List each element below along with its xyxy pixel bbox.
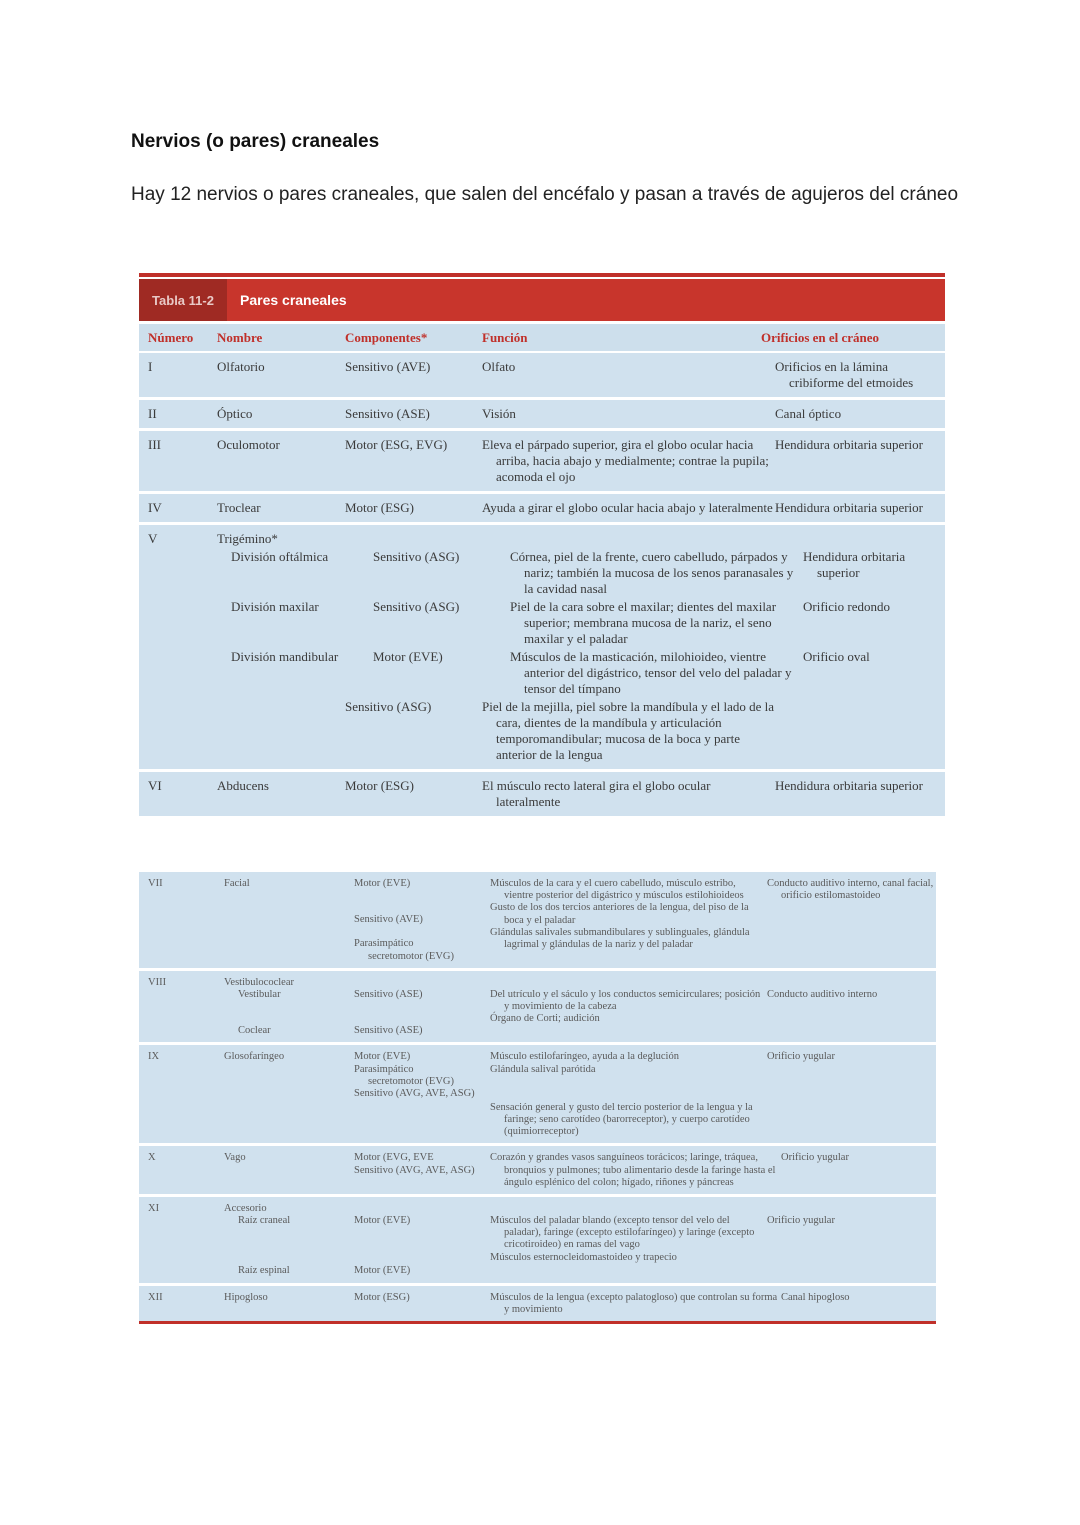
cell-componentes: Motor (ESG): [345, 778, 414, 793]
func-line: Órgano de Corti; audición: [490, 1013, 600, 1025]
cell-orificio: Conducto auditivo interno, canal facial, orificio estilomastoideo: [767, 878, 934, 902]
cell-nombre: Trigémino*: [217, 531, 278, 546]
header-funcion: Función: [482, 329, 528, 345]
func-line: Músculos esternocleidomastoideo y trapecio: [490, 1251, 677, 1263]
cell-numero: XI: [148, 1203, 160, 1215]
cell-nombre: [224, 1203, 354, 1278]
cell-funcion: Piel de la cara sobre el maxilar; dientes del maxilar superior; membrana mucosa de la nariz, el seno maxilar y el paladar: [510, 599, 777, 646]
cell-funcion: Corazón y grandes vasos sanguíneos torácicos; laringe, tráquea, bronquios y pulmones; tubo alimentario desde la faringe hasta el ángulo esplénico del colon; hígado, riñones y páncreas: [490, 1152, 776, 1188]
cell-componentes: Sensitivo (ASG): [373, 549, 460, 564]
cell-numero: II: [148, 406, 157, 421]
table-row-vago: [139, 1146, 936, 1197]
cell-orificio: Orificios en la lámina cribiforme del etmoides: [775, 359, 914, 390]
cell-orificio: Canal óptico: [775, 406, 842, 421]
cell-orificio: Hendidura orbitaria superior: [775, 437, 924, 452]
cell-componentes: Sensitivo (AVE): [345, 359, 431, 374]
cranial-nerves-table-part1: [139, 273, 945, 816]
subname-line: Raíz craneal: [238, 1215, 291, 1227]
cell-funcion: Eleva el párpado superior, gira el globo ocular hacia arriba, hacia abajo y medialmente; contrae la pupila; acomoda el ojo: [482, 437, 769, 484]
cell-nombre: Hipogloso: [224, 1291, 268, 1303]
header-nombre: Nombre: [217, 329, 263, 345]
cell-orificio: Orificio oval: [803, 649, 870, 664]
cell-nombre: Vago: [224, 1152, 246, 1164]
cell-funcion: Músculos de la masticación, milohioideo, vientre anterior del digástrico, tensor del velo del paladar y tensor del tímpano: [510, 649, 792, 696]
cell-orificio: Orificio yugular: [767, 1215, 835, 1227]
cell-orificio: Conducto auditivo interno: [767, 988, 878, 1000]
comp-line: Parasimpático secretomotor (EVG): [354, 1063, 455, 1087]
cell-orificio: Hendidura orbitaria superior: [775, 778, 924, 793]
comp-line: Sensitivo (AVG, AVE, ASG): [354, 1164, 475, 1176]
func-line: Sensación general y gusto del tercio posterior de la lengua y la faringe; seno carotídeo (barorreceptor), y cuerpo carotídeo (quimiorreceptor): [490, 1101, 753, 1138]
comp-line: Motor (EVE): [354, 1051, 411, 1063]
table-title: Pares craneales: [240, 292, 347, 308]
table-row: [139, 353, 945, 400]
cell-componentes: Sensitivo (ASG): [345, 699, 432, 714]
func-line: Músculos de la cara y el cuero cabelludo, músculo estribo, vientre posterior del digástrico y músculos estilohioideos: [490, 878, 744, 902]
cell-numero: VI: [148, 778, 162, 793]
cell-orificio: Orificio yugular: [767, 1051, 835, 1063]
cell-componentes: [354, 878, 490, 963]
cell-orificio: Hendidura orbitaria superior: [775, 500, 924, 515]
cell-orificio: Hendidura orbitaria superior: [803, 549, 906, 580]
func-line: Músculos del paladar blando (excepto tensor del velo del paladar), faringe (excepto estilofaríngeo) y laringe (excepto cricotiroideo) en ramas del vago: [490, 1215, 755, 1251]
cell-subnombre: División maxilar: [231, 599, 319, 614]
cell-nombre: Facial: [224, 878, 250, 889]
cell-funcion: El músculo recto lateral gira el globo ocular lateralmente: [482, 778, 711, 809]
comp-line: Sensitivo (ASE): [354, 1025, 423, 1037]
cell-nombre: Abducens: [217, 778, 269, 793]
cell-subnombre: División oftálmica: [231, 549, 329, 564]
cell-subnombre: División mandibular: [231, 649, 339, 664]
cell-numero: VIII: [148, 976, 167, 988]
table-bottom-rule: [139, 1321, 936, 1324]
subname-line: Coclear: [238, 1025, 271, 1037]
cell-componentes: Motor (ESG): [345, 500, 414, 515]
cell-orificio: Orificio redondo: [803, 599, 891, 614]
cell-funcion: Ayuda a girar el globo ocular hacia abajo y lateralmente: [482, 500, 773, 515]
comp-line: Sensitivo (ASE): [354, 988, 423, 1000]
comp-line: Motor (EVE): [354, 1265, 411, 1277]
cell-numero: XII: [148, 1291, 163, 1303]
cell-nombre: Óptico: [217, 406, 253, 421]
table-title-bar: [139, 277, 945, 321]
page-title: Nervios (o pares) craneales: [131, 131, 380, 152]
comp-line: Parasimpático secretomotor (EVG): [354, 938, 455, 962]
cell-componentes: Motor (ESG): [354, 1291, 410, 1303]
comp-line: Motor (EVE): [354, 878, 411, 889]
cell-numero: X: [148, 1152, 156, 1164]
comp-line: Sensitivo (AVG, AVE, ASG): [354, 1088, 475, 1100]
cell-funcion: [490, 977, 767, 1038]
comp-line: Sensitivo (AVE): [354, 914, 423, 926]
cell-nombre: [224, 977, 354, 1038]
cell-componentes: Motor (ESG, EVG): [345, 437, 448, 452]
comp-line: Motor (EVG, EVE: [354, 1152, 434, 1164]
table-header-row: [139, 324, 945, 353]
cell-componentes: Sensitivo (ASG): [373, 599, 460, 614]
func-line: Glándulas salivales submandibulares y sublinguales, glándula lagrimal y glándulas de la nariz y del paladar: [490, 926, 750, 951]
cell-funcion: Olfato: [482, 359, 516, 374]
cell-componentes: [354, 1203, 490, 1278]
cranial-nerves-table-part2: [139, 872, 936, 1324]
intro-paragraph: Hay 12 nervios o pares craneales, que salen del encéfalo y pasan a través de agujeros del cráneo: [131, 184, 959, 205]
cell-numero: IV: [148, 500, 162, 515]
table-row-hipogloso: [139, 1286, 936, 1321]
cell-numero: I: [148, 359, 153, 374]
cell-numero: III: [148, 437, 161, 452]
header-numero: Número: [148, 329, 194, 345]
cell-componentes: [354, 1051, 490, 1138]
cell-nombre: Glosofaríngeo: [224, 1051, 285, 1063]
cell-orificio: Orificio yugular: [781, 1152, 849, 1164]
cell-numero: IX: [148, 1051, 160, 1063]
table-number: Tabla 11-2: [139, 279, 227, 321]
cell-funcion: [490, 1051, 767, 1138]
cell-funcion: Córnea, piel de la frente, cuero cabelludo, párpados y nariz; también la mucosa de los senos paranasales y la cavidad nasal: [510, 549, 794, 596]
table-row-accesorio: [139, 1197, 936, 1286]
cell-subnombre: [217, 699, 345, 763]
cell-funcion: Visión: [482, 406, 516, 421]
cell-numero: VII: [148, 878, 163, 889]
func-line: Glándula salival parótida: [490, 1063, 596, 1075]
cell-funcion: [490, 1203, 767, 1278]
header-componentes: Componentes*: [345, 329, 428, 345]
table-row-glosofaringeo: [139, 1045, 936, 1146]
cell-funcion: Músculos de la lengua (excepto palatogloso) que controlan su forma y movimiento: [490, 1291, 778, 1315]
header-orificios: Orificios en el cráneo: [761, 329, 880, 345]
subname-line: Vestibular: [238, 989, 281, 1001]
table-row-trigemino: [139, 525, 945, 772]
table-row: [139, 494, 945, 525]
cell-numero: V: [148, 531, 158, 546]
table-row: [139, 400, 945, 431]
table-row-vestibulococlear: [139, 971, 936, 1046]
cell-componentes: Motor (EVE): [373, 649, 443, 664]
cell-funcion: [490, 878, 767, 963]
cell-componentes: [354, 977, 490, 1038]
name-line: Accesorio: [224, 1203, 267, 1215]
table-row: [139, 431, 945, 494]
cell-nombre: Troclear: [217, 500, 261, 515]
comp-line: Motor (EVE): [354, 1215, 411, 1227]
cell-orificio: Canal hipogloso: [781, 1291, 850, 1303]
cell-funcion: Piel de la mejilla, piel sobre la mandíbula y el lado de la cara, dientes de la mandíbula y articulación temporomandibular; mucosa de la boca y parte anterior de la lengua: [482, 699, 775, 762]
cell-nombre: Oculomotor: [217, 437, 280, 452]
table-row-facial: [139, 872, 936, 971]
func-line: Músculo estilofaríngeo, ayuda a la deglución: [490, 1051, 679, 1063]
cell-componentes: Sensitivo (ASE): [345, 406, 430, 421]
func-line: Del utrículo y el sáculo y los conductos semicirculares; posición y movimiento de la cabeza: [490, 988, 761, 1013]
cell-componentes: [354, 1152, 490, 1189]
func-line: Gusto de los dos tercios anteriores de la lengua, del piso de la boca y el paladar: [490, 902, 749, 926]
cell-nombre: Olfatorio: [217, 359, 265, 374]
name-line: Vestibulococlear: [224, 976, 294, 988]
table-row: [139, 772, 945, 816]
cell-orificio: [775, 699, 945, 763]
subname-line: Raíz espinal: [238, 1265, 290, 1277]
